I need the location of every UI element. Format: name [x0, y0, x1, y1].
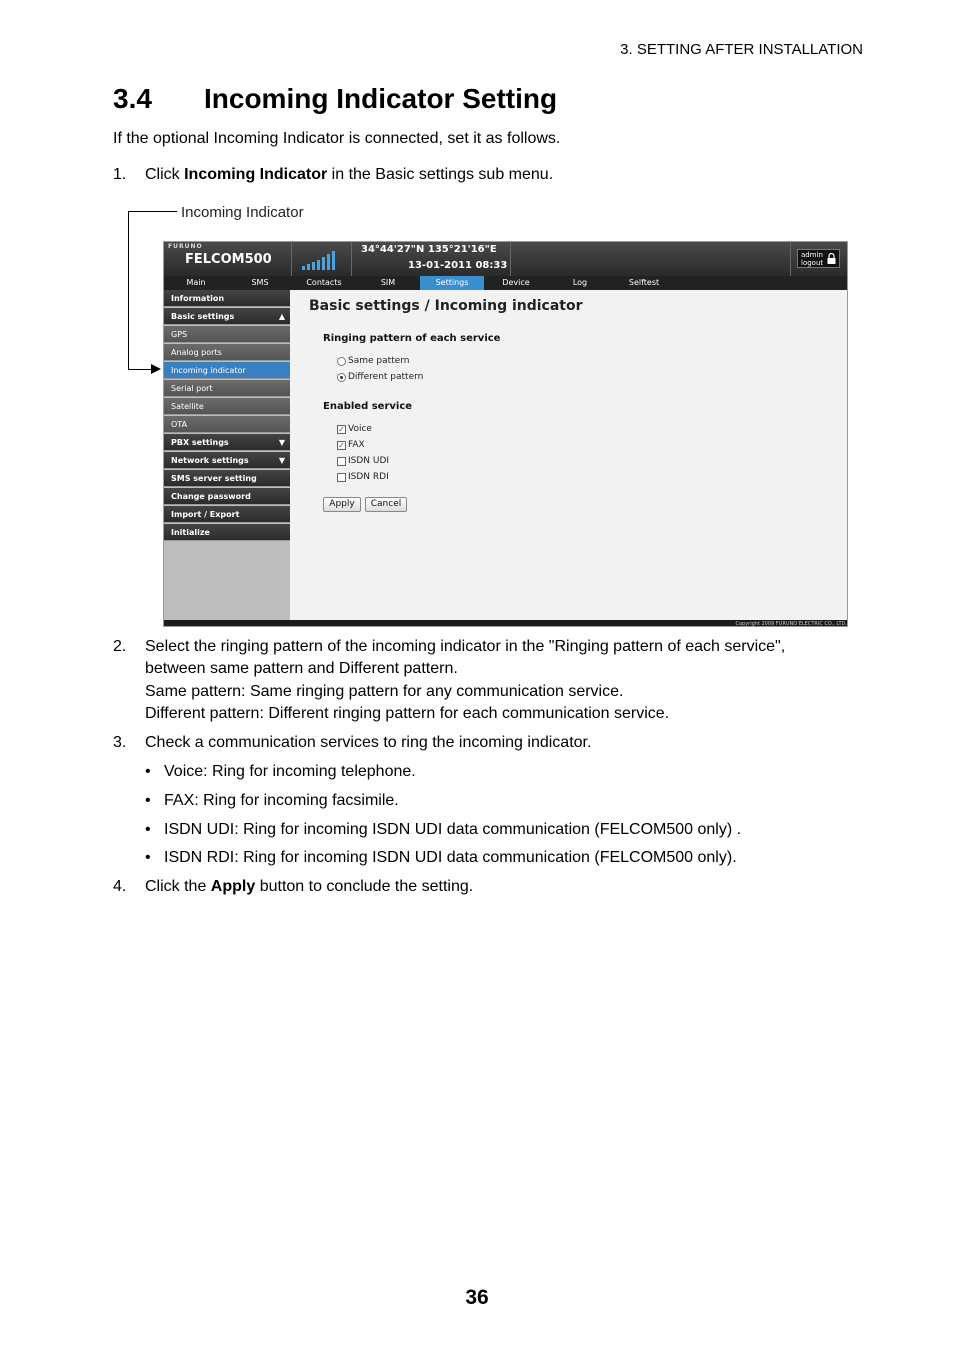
nav-log[interactable]: Log: [572, 278, 588, 287]
running-header: 3. SETTING AFTER INSTALLATION: [620, 41, 863, 58]
furuno-logo: FURUNO: [168, 243, 203, 250]
nav-selftest[interactable]: Selftest: [628, 278, 660, 287]
step-3-text: Check a communication services to ring the incoming indicator.: [145, 734, 592, 751]
nav-contacts[interactable]: Contacts: [306, 278, 342, 287]
top-bar: [164, 242, 848, 276]
same-pattern-radio[interactable]: Same pattern: [337, 356, 409, 366]
radio-checked-icon: [337, 373, 346, 382]
checkbox-checked-icon: ✓: [338, 440, 345, 450]
sidebar-item-change-password[interactable]: Change password: [164, 488, 290, 505]
sidebar-item-gps[interactable]: GPS: [164, 326, 290, 343]
checkbox-icon: [337, 457, 346, 466]
sidebar-item-information[interactable]: Information: [164, 290, 290, 307]
cancel-button[interactable]: Cancel: [365, 497, 407, 512]
callout-label: Incoming Indicator: [181, 204, 304, 221]
caret-down-icon: ▼: [278, 438, 285, 447]
caret-down-icon: ▼: [278, 456, 285, 465]
voice-checkbox[interactable]: ✓ Voice: [338, 424, 372, 434]
divider: [790, 242, 791, 276]
apply-button[interactable]: Apply: [323, 497, 361, 512]
section-title: [113, 83, 557, 115]
nav-sim[interactable]: SIM: [380, 278, 396, 287]
ringing-pattern-title: Ringing pattern of each service: [323, 333, 501, 344]
step-2-line-3: Same pattern: Same ringing pattern for any communication service.: [145, 683, 624, 700]
isdn-rdi-checkbox[interactable]: ISDN RDI: [337, 472, 389, 482]
nav-settings[interactable]: Settings: [420, 276, 484, 290]
checkbox-icon: [337, 473, 346, 482]
step-2-number: 2.: [113, 638, 127, 655]
sidebar-item-ota[interactable]: OTA: [164, 416, 290, 433]
callout-line: [128, 211, 129, 370]
signal-strength-icon: [302, 250, 342, 270]
nav-device[interactable]: Device: [502, 278, 530, 287]
sidebar-item-incoming-indicator[interactable]: Incoming indicator: [164, 362, 290, 379]
gps-coordinates: 34°44'27"N 135°21'16"E: [361, 244, 497, 255]
step-2-line-2: between same pattern and Different pattern.: [145, 660, 458, 677]
bullet-fax: • FAX: Ring for incoming facsimile.: [145, 792, 399, 809]
callout-line: [128, 211, 177, 212]
caret-up-icon: ▲: [278, 312, 285, 321]
sidebar-item-serial-port[interactable]: Serial port: [164, 380, 290, 397]
date-time: 13-01-2011 08:33: [408, 260, 508, 271]
isdn-udi-checkbox[interactable]: ISDN UDI: [337, 456, 389, 466]
sidebar-item-pbx-settings[interactable]: PBX settings ▼: [164, 434, 290, 451]
sidebar-item-satellite[interactable]: Satellite: [164, 398, 290, 415]
fax-checkbox[interactable]: ✓ FAX: [338, 440, 365, 450]
admin-label: admin logout: [801, 251, 824, 267]
copyright: Copyright 2009 FURUNO ELECTRIC CO., LTD.: [735, 621, 847, 627]
sidebar-item-sms-server-setting[interactable]: SMS server setting: [164, 470, 290, 487]
settings-sidebar: [164, 290, 290, 622]
nav-main[interactable]: Main: [186, 278, 206, 287]
section-title-text: Incoming Indicator Setting: [204, 83, 558, 114]
apply-emphasis: Apply: [210, 878, 256, 895]
bullet-voice: • Voice: Ring for incoming telephone.: [145, 763, 416, 780]
content-title: Basic settings / Incoming indicator: [309, 298, 583, 314]
step-1-number: 1.: [113, 166, 127, 183]
callout-arrow-icon: [151, 364, 161, 374]
different-pattern-radio[interactable]: Different pattern: [337, 372, 423, 382]
incoming-indicator-emphasis: Incoming Indicator: [184, 166, 328, 183]
felcom-settings-screenshot: [163, 241, 848, 627]
nav-sms[interactable]: SMS: [251, 278, 269, 287]
radio-icon: [337, 357, 346, 366]
sidebar-item-network-settings[interactable]: Network settings ▼: [164, 452, 290, 469]
product-name: FELCOM500: [185, 252, 272, 267]
checkbox-checked-icon: ✓: [338, 424, 345, 434]
enabled-service-title: Enabled service: [323, 401, 413, 412]
bullet-isdn-rdi: • ISDN RDI: Ring for incoming ISDN UDI data communication (FELCOM500 only).: [145, 849, 737, 866]
step-1-text: Click Incoming Indicator in the Basic settings sub menu.: [145, 166, 554, 183]
sidebar-item-import-export[interactable]: Import / Export: [164, 506, 290, 523]
step-4-text: Click the Apply button to conclude the setting.: [145, 878, 474, 895]
page-number: 36: [465, 1286, 489, 1309]
bullet-isdn-udi: • ISDN UDI: Ring for incoming ISDN UDI data communication (FELCOM500 only) .: [145, 821, 742, 838]
admin-logout-button[interactable]: [797, 249, 840, 268]
sidebar-item-initialize[interactable]: Initialize: [164, 524, 290, 541]
step-3-number: 3.: [113, 734, 127, 751]
step-2-line-1: Select the ringing pattern of the incoming indicator in the "Ringing pattern of each service",: [145, 638, 786, 655]
divider: [291, 242, 292, 276]
footer-bar: [164, 620, 848, 627]
settings-content: [290, 290, 848, 620]
step-4-number: 4.: [113, 878, 127, 895]
callout-line: [128, 369, 152, 370]
intro-paragraph: If the optional Incoming Indicator is connected, set it as follows.: [113, 130, 561, 147]
sidebar-item-basic-settings[interactable]: Basic settings ▲: [164, 308, 290, 325]
sidebar-item-analog-ports[interactable]: Analog ports: [164, 344, 290, 361]
divider: [351, 242, 352, 276]
section-number: 3.4: [113, 83, 152, 114]
main-nav: [164, 276, 848, 290]
lock-icon: [827, 253, 836, 264]
divider: [510, 242, 511, 276]
step-2-line-4: Different pattern: Different ringing pattern for each communication service.: [145, 705, 670, 722]
